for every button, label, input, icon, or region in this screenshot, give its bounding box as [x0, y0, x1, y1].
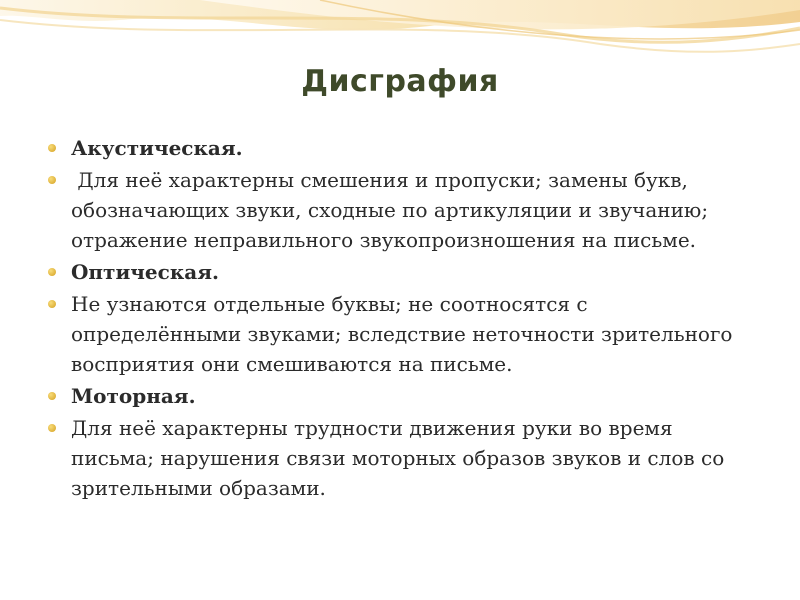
bullet-dot-icon — [48, 268, 56, 276]
list-item-text: Оптическая. — [71, 260, 219, 284]
bullet-dot-icon — [48, 176, 56, 184]
list-item — [48, 289, 748, 379]
list-item-text: Моторная. — [71, 384, 196, 408]
bullet-dot-icon — [48, 300, 56, 308]
list-item — [48, 257, 748, 287]
list-item — [48, 381, 748, 411]
bullet-dot-icon — [48, 392, 56, 400]
list-item — [48, 413, 748, 503]
list-item — [48, 165, 748, 255]
bullet-dot-icon — [48, 424, 56, 432]
bullet-dot-icon — [48, 144, 56, 152]
slide-title: Дисграфия — [301, 64, 499, 99]
decorative-wave-banner — [0, 0, 800, 70]
bullet-list — [48, 133, 748, 505]
list-item-text: Акустическая. — [71, 136, 243, 160]
list-item — [48, 133, 748, 163]
list-item-text: Для неё характерны смешения и пропуски; замены букв, обозначающих звуки, сходные по артикуляции и звучанию; отражение неправильного звукопроизношения на письме. — [71, 168, 715, 252]
list-item-text: Для неё характерны трудности движения руки во время письма; нарушения связи моторных образов звуков и слов со зрительными образами. — [71, 416, 725, 500]
list-item-text: Не узнаются отдельные буквы; не соотносятся с определёнными звуками; вследствие неточности зрительного восприятия они смешиваются на письме. — [71, 292, 733, 376]
